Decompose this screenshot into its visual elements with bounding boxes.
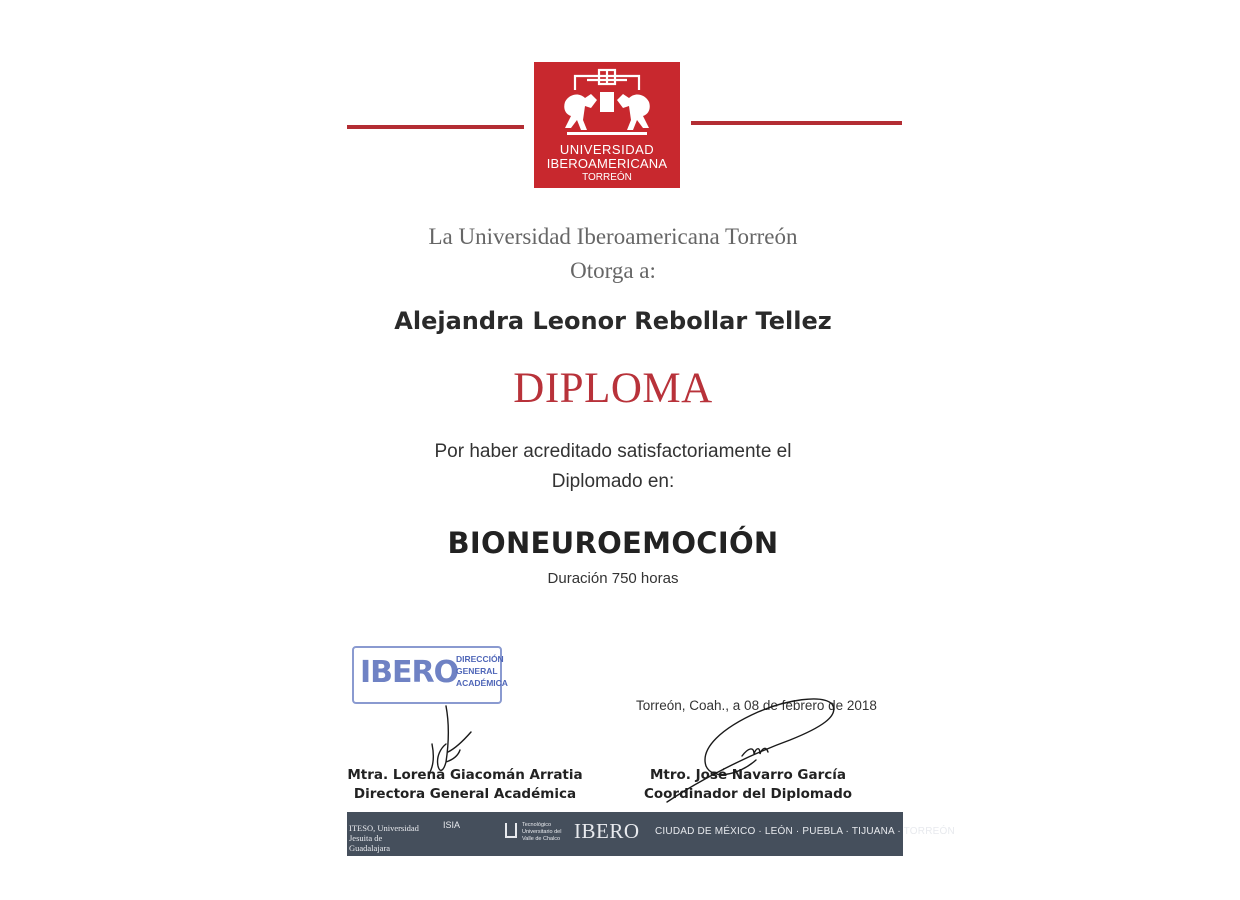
signer-right-role: Coordinador del Diplomado: [643, 786, 853, 802]
header-rule-left: [347, 125, 524, 129]
signer-left-role: Directora General Académica: [353, 786, 577, 802]
footer-iteso-line-2: Jesuita de Guadalajara: [349, 833, 391, 853]
footer-cities: CIUDAD DE MÉXICO · LEÓN · PUEBLA · TIJUANA · TORREÓN: [655, 826, 955, 837]
stamp-side-text: [456, 653, 508, 689]
grants-line: Otorga a:: [570, 258, 656, 283]
signer-right-name: Mtro. José Navarro García: [649, 767, 847, 783]
logo-line-torreon: TORREÓN: [582, 172, 632, 183]
footer-bar: [347, 812, 955, 856]
stamp-side-line-1: DIRECCIÓN: [456, 654, 504, 664]
footer-iteso: [349, 823, 419, 853]
footer-tec-line-1: Tecnológico: [522, 822, 552, 828]
crest-icon: [557, 68, 657, 142]
footer-iteso-line-1: ITESO, Universidad: [349, 823, 419, 833]
stamp-side-line-3: ACADÉMICA: [456, 678, 508, 688]
logo-line-university: UNIVERSIDAD: [559, 142, 655, 157]
logo-line-iberoamericana: IBEROAMERICANA: [546, 156, 668, 171]
university-logo: [534, 62, 680, 188]
signer-left-name: Mtra. Lorena Giacomán Arratia: [347, 767, 583, 783]
footer-tec-line-2: Universitario del: [522, 829, 562, 835]
reason-line-1: Por haber acreditado satisfactoriamente el: [434, 441, 792, 462]
reason-line-2: Diplomado en:: [551, 471, 675, 492]
issuer-line: La Universidad Iberoamericana Torreón: [428, 224, 798, 249]
header-rule-right: [691, 121, 902, 125]
diploma-title: DIPLOMA: [513, 365, 713, 412]
recipient-name: Alejandra Leonor Rebollar Tellez: [394, 307, 832, 335]
tec-logo-icon: [505, 823, 517, 838]
academic-stamp: [352, 646, 508, 704]
place-date: Torreón, Coah., a 08 de febrero de 2018: [636, 698, 877, 713]
footer-tec-line-3: Valle de Chalco: [522, 836, 561, 842]
stamp-main-text: IBERO: [360, 655, 459, 690]
stamp-side-line-2: GENERAL: [456, 666, 498, 676]
footer-tec: [522, 822, 562, 843]
footer-ibero: IBERO: [574, 819, 640, 843]
footer-isia: ISIA: [443, 820, 461, 830]
program-duration: Duración 750 horas: [547, 570, 679, 587]
program-name: BIONEUROEMOCIÓN: [447, 526, 779, 560]
left-signature-icon: [430, 706, 471, 772]
